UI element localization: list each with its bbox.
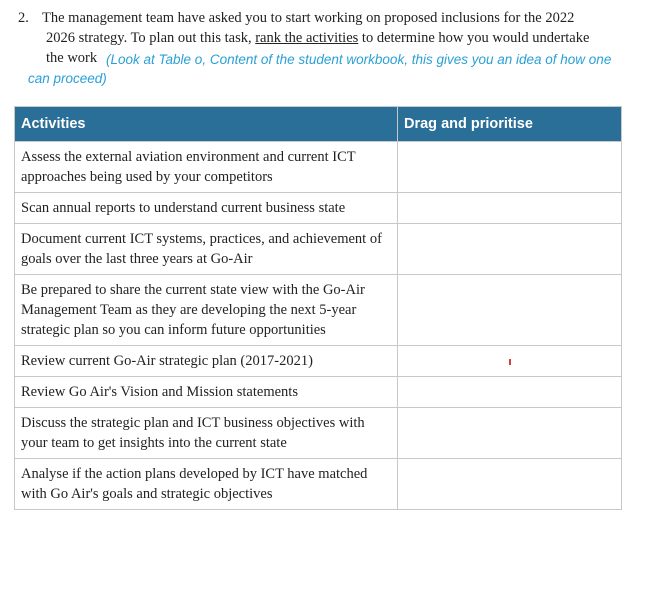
priority-drop-cell[interactable]	[398, 142, 622, 193]
table-row	[15, 346, 622, 377]
activity-cell: Document current ICT systems, practices, and achievement of goals over the last three years at Go-Air	[15, 224, 398, 275]
activity-cell: Analyse if the action plans developed by ICT have matched with Go Air's goals and strategic objectives	[15, 459, 398, 510]
activity-cell: Be prepared to share the current state view with the Go-Air Management Team as they are developing the next 5-year strategic plan so you can inform future opportunities	[15, 275, 398, 346]
table-row	[15, 459, 622, 510]
activity-cell: Review Go Air's Vision and Mission statements	[15, 377, 398, 408]
table-row	[15, 193, 622, 224]
table-row	[15, 377, 622, 408]
hint-note	[28, 50, 628, 88]
prioritise-header: Drag and prioritise	[398, 107, 622, 142]
table-row	[15, 224, 622, 275]
hint-note-line-2: can proceed)	[28, 71, 107, 86]
priority-drop-cell[interactable]	[398, 193, 622, 224]
activity-cell: Scan annual reports to understand current business state	[15, 193, 398, 224]
activities-header: Activities	[15, 107, 398, 142]
question-line-1: The management team have asked you to start working on proposed inclusions for the 2022	[42, 10, 575, 26]
priority-drop-cell[interactable]	[398, 377, 622, 408]
question-line-2-end: to determine how you would undertake	[358, 30, 590, 46]
activity-cell: Discuss the strategic plan and ICT business objectives with your team to get insights into the current state	[15, 408, 398, 459]
activity-cell: Review current Go-Air strategic plan (2017-2021)	[15, 346, 398, 377]
hint-note-line-1: (Look at Table o, Content of the student workbook, this gives you an idea of how one	[106, 52, 612, 67]
priority-drop-cell[interactable]	[398, 224, 622, 275]
priority-drop-cell[interactable]	[398, 408, 622, 459]
activities-table	[14, 106, 622, 510]
table-row	[15, 275, 622, 346]
activity-cell: Assess the external aviation environment and current ICT approaches being used by your competitors	[15, 142, 398, 193]
question-line-2-start: 2026 strategy. To plan out this task,	[46, 30, 256, 46]
cursor-mark	[509, 359, 511, 365]
table-row	[15, 408, 622, 459]
question-line-3: the work	[46, 50, 98, 66]
question-line-2	[18, 28, 628, 48]
priority-drop-cell[interactable]	[398, 275, 622, 346]
question-number: 2.	[18, 10, 29, 26]
rank-activities-underlined: rank the activities	[255, 30, 359, 46]
table-header-row	[15, 107, 622, 142]
table-row	[15, 142, 622, 193]
priority-drop-cell[interactable]	[398, 459, 622, 510]
priority-drop-cell[interactable]	[398, 346, 622, 377]
